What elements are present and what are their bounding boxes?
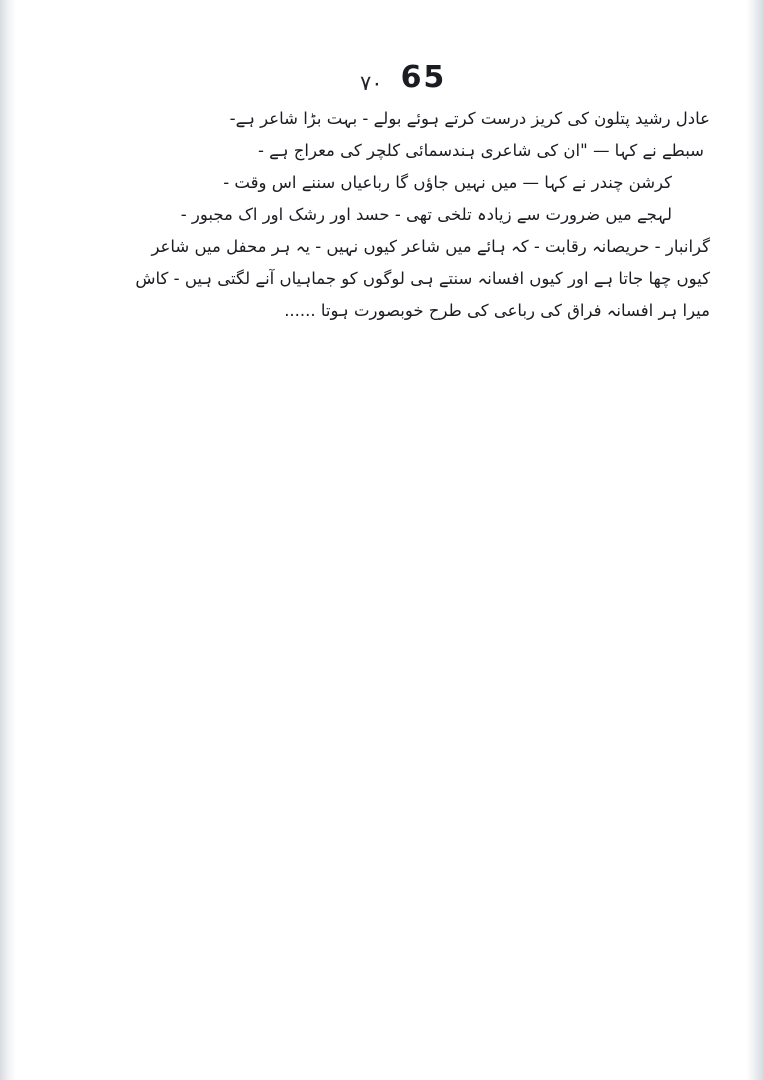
text-line: سبطے نے کہا — "ان کی شاعری ہندسمائی کلچر کی معراج ہے - bbox=[257, 141, 704, 160]
text-line: کیوں چھا جاتا ہے اور کیوں افسانہ سنتے ہی لوگوں کو جماہیاں آنے لگتی ہیں - کاش bbox=[135, 269, 710, 288]
text-line: عادل رشید پتلون کی کریز درست کرتے ہوئے بولے - بہت بڑا شاعر ہے- bbox=[229, 109, 710, 128]
handwritten-text-block bbox=[70, 103, 710, 327]
text-line: گرانبار - حریصانہ رقابت - کہ ہائے میں شاعر کیوں نہیں - یہ ہر محفل میں شاعر bbox=[151, 237, 710, 256]
page-left-edge-shadow bbox=[0, 0, 16, 1080]
text-line: میرا ہر افسانہ فراق کی رباعی کی طرح خوبصورت ہوتا ...... bbox=[284, 301, 710, 320]
text-line: لہجے میں ضرورت سے زیادہ تلخی تھی - حسد اور رشک اور اک مجبور - bbox=[180, 205, 672, 224]
page-number-area bbox=[360, 58, 490, 98]
page-number: 65 bbox=[400, 60, 447, 95]
text-line: کرشن چندر نے کہا — میں نہیں جاؤں گا رباعیاں سننے اس وقت - bbox=[223, 173, 672, 192]
page-right-edge-shadow bbox=[746, 0, 764, 1080]
old-page-number: ٧٠ bbox=[360, 70, 383, 95]
